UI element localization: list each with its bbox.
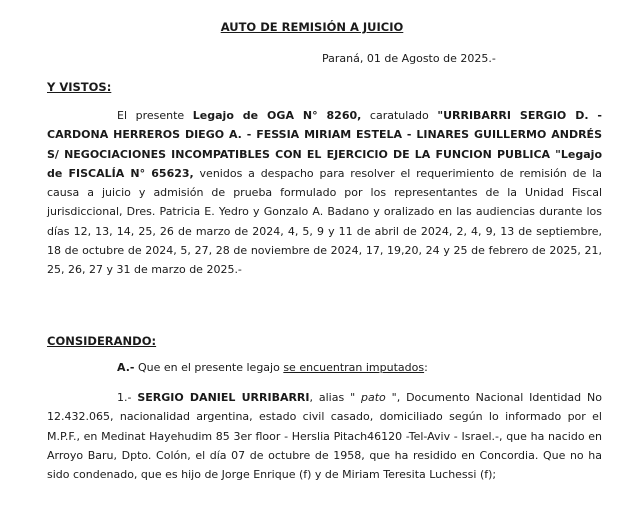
date-line: Paraná, 01 de Agosto de 2025.- (322, 52, 496, 65)
person-1-alias: pato (361, 391, 386, 404)
legajo-oga: Legajo de OGA N° 8260, (192, 109, 362, 122)
caratulado-text: caratulado (361, 109, 438, 122)
person-1-name: SERGIO DANIEL URRIBARRI (137, 391, 310, 404)
person-1-paragraph (47, 388, 602, 484)
vistos-intro: El presente (117, 109, 193, 122)
item-a-paragraph (117, 358, 602, 377)
item-a-text: Que en el presente legajo (134, 361, 284, 374)
item-a-end: : (424, 361, 428, 374)
person-1-details: ", Documento Nacional Identidad No 12.432.065, nacionalidad argentina, estado civil casado, domiciliado según lo informado por el M.P.F., en Medinat Hayehudim 85 3er floor - Herslia Pitach46120 -Tel-Aviv - Israel.-, que ha nacido en Arroyo Baru, Dpto. Colón, el día 07 de octubre de 1958, que ha residido en Concordia. Que no ha sido condenado, que es hijo de Jorge Enrique (f) y de Miriam Teresita Luchessi (f); (47, 391, 602, 482)
vistos-heading: Y VISTOS: (47, 80, 112, 94)
considerando-heading: CONSIDERANDO: (47, 334, 157, 348)
case-caption: "URRIBARRI SERGIO D. - CARDONA HERREROS DIEGO A. - FESSIA MIRIAM ESTELA - LINARES GUILLERMO ANDRÉS S/ NEGOCIACIONES INCOMPATIBLES CON EL EJERCICIO DE LA FUNCION PUBLICA "Legajo de FISCALÍA N° 65623, (47, 109, 602, 180)
person-1-alias-pre: , alias " (309, 391, 361, 404)
document-title: AUTO DE REMISIÓN A JUICIO (220, 20, 404, 34)
vistos-paragraph (47, 106, 602, 280)
item-a-underlined: se encuentran imputados (283, 361, 425, 374)
item-a-label: A.- (117, 361, 135, 374)
vistos-rest: venidos a despacho para resolver el requerimiento de remisión de la causa a juicio y admisión de prueba formulado por los representantes de la Unidad Fiscal jurisdiccional, Dres. Patricia E. Yedro y Gonzalo A. Badano y oralizado en las audiencias durante los días 12, 13, 14, 25, 26 de marzo de 2024, 4, 5, 9 y 11 de abril de 2024, 2, 4, 9, 13 de septiembre, 18 de octubre de 2024, 5, 27, 28 de noviembre de 2024, 17, 19,20, 24 y 25 de febrero de 2025, 21, 25, 26, 27 y 31 de marzo de 2025.- (47, 166, 602, 277)
person-1-number: 1.- (117, 391, 138, 404)
